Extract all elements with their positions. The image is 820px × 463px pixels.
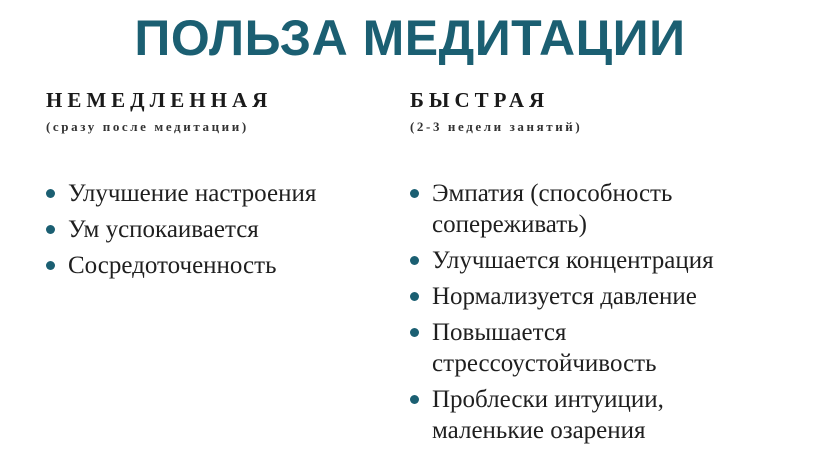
column-subheading: (2-3 недели занятий)	[410, 119, 583, 134]
list-item-text: Эмпатия (способность сопереживать)	[432, 180, 673, 238]
list-item	[410, 281, 782, 312]
list-item-text: Нормализуется давление	[432, 283, 697, 310]
bullet-icon	[46, 225, 55, 234]
list-item-text: Сосредоточенность	[68, 252, 277, 279]
list-item	[410, 317, 782, 379]
list-item-text: Ум успокаивается	[68, 216, 259, 243]
list-item-text: Повышается стрессоустойчивость	[432, 319, 657, 377]
column-fast	[410, 86, 790, 444]
list-item-text: Улучшение настроения	[68, 180, 317, 207]
list-item	[410, 245, 782, 276]
list-item-text: Улучшается концентрация	[432, 247, 714, 274]
bullet-icon	[410, 328, 419, 337]
bullet-icon	[46, 189, 55, 198]
bullet-icon	[410, 189, 419, 198]
bullet-icon	[410, 395, 419, 404]
list-item	[46, 214, 388, 245]
column-heading: НЕМЕДЛЕННАЯ	[46, 88, 273, 112]
list-item	[410, 178, 782, 240]
bullet-icon	[46, 261, 55, 270]
column-heading: БЫСТРАЯ	[410, 88, 550, 112]
slide-title: ПОЛЬЗА МЕДИТАЦИИ	[134, 10, 686, 66]
column-subheading: (сразу после медитации)	[46, 119, 249, 134]
column-immediate	[46, 86, 386, 279]
bullet-list	[410, 178, 782, 451]
list-item	[410, 384, 782, 446]
bullet-icon	[410, 256, 419, 265]
list-item	[46, 178, 388, 209]
bullet-icon	[410, 292, 419, 301]
list-item	[46, 250, 388, 281]
bullet-list	[46, 178, 388, 286]
list-item-text: Проблески интуиции, маленькие озарения	[432, 386, 664, 444]
